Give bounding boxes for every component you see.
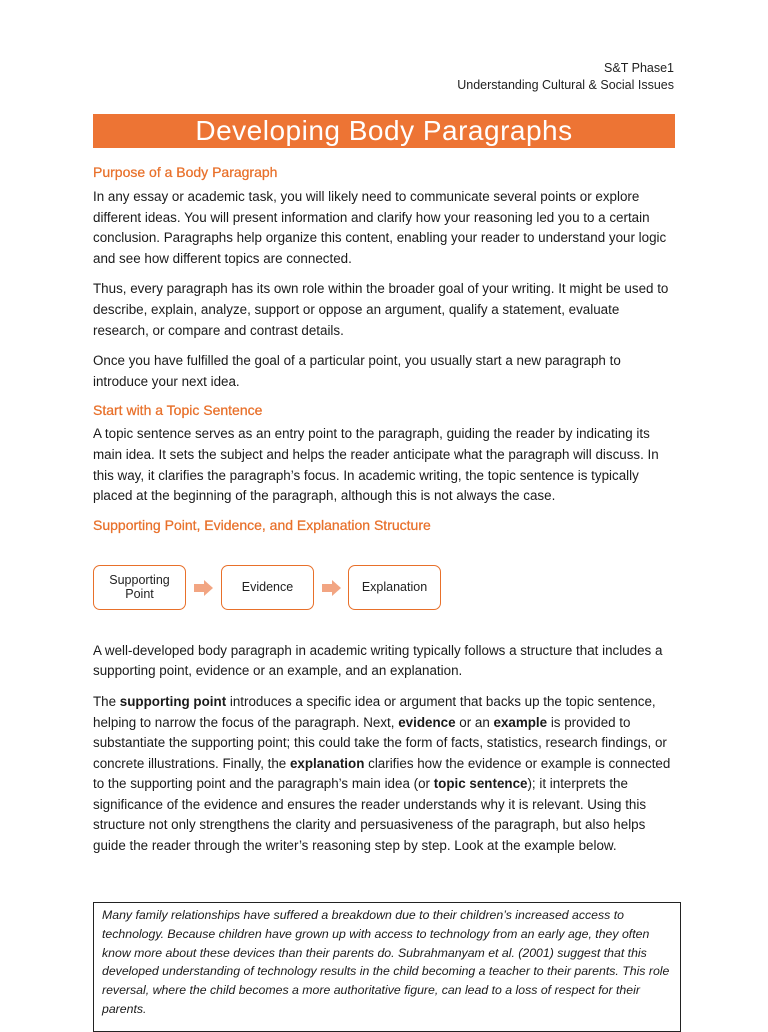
flow-box-explanation: Explanation — [348, 565, 441, 610]
heading-purpose: Purpose of a Body Paragraph — [93, 164, 278, 180]
main-content — [93, 160, 675, 857]
document-header — [457, 60, 674, 94]
term-topic-sentence: topic sentence — [433, 776, 528, 792]
paragraph-purpose-3: Once you have fulfilled the goal of a particular point, you usually start a new paragraph to introduce your next idea. — [93, 353, 621, 389]
flow-box-supporting-line2: Point — [125, 587, 154, 602]
paragraph-structure-1: A well-developed body paragraph in academic writing typically follows a structure that includes a supporting point, evidence or an example, and an explanation. — [93, 642, 663, 679]
paragraph-topic-1: A topic sentence serves as an entry point to the paragraph, guiding the reader by indicating its main idea. It sets the subject and helps the reader anticipate what the paragraph will discuss. In this way, it clarifies the paragraph’s focus. In academic writing, the topic sentence is typically placed at the beginning of the paragraph, although this is not always the case. — [93, 426, 659, 504]
term-example: example — [493, 714, 548, 730]
header-course: S&T Phase1 — [604, 61, 674, 75]
heading-topic-sentence: Start with a Topic Sentence — [93, 402, 263, 419]
structure-flow-diagram — [93, 537, 675, 641]
term-supporting-point: supporting point — [119, 693, 227, 709]
heading-structure: Supporting Point, Evidence, and Explanation Structure — [93, 516, 431, 533]
flow-box-supporting-point — [93, 565, 186, 610]
header-subtitle: Understanding Cultural & Social Issues — [457, 78, 674, 92]
flow-box-supporting-line1: Supporting — [109, 573, 170, 588]
paragraph-structure-2: The supporting point introduces a specific idea or argument that backs up the topic sentence, helping to narrow the focus of the paragraph. Next, evidence or an example is provided to substantiate the supporting point; this could take the form of facts, statistics, research findings, or concrete illustrations. Finally, the explanation clarifies how the evidence or example is connected to the supporting point and the paragraph’s main idea (or topic sentence); it interprets the significance of the evidence and ensures the reader understands why it is relevant. Using this structure not only strengthens the clarity and persuasiveness of the paragraph, but also helps guide the reader through the writer’s reasoning step by step. Look at the example below. — [93, 693, 671, 854]
page-title: Developing Body Paragraphs — [93, 114, 675, 148]
example-paragraph-box: Many family relationships have suffered a breakdown due to their children’s increased access to technology. Because children have grown up with access to technology from an early age, they often know more about these devices than their parents do. Subrahmanyam et al. (2001) suggest that this developed understanding of technology results in the child becoming a teacher to their parents. This role reversal, where the child becomes a more authoritative figure, can lead to a loss of respect for their parents. — [93, 902, 681, 1032]
paragraph-purpose-1: In any essay or academic task, you will likely need to communicate several points or explore different ideas. You will present information and clarify how your reasoning led you to a certain conclusion. Paragraphs help organize this content, enabling your reader to understand your logic and see how different topics are connected. — [93, 189, 667, 266]
paragraph-purpose-2: Thus, every paragraph has its own role within the broader goal of your writing. It might be used to describe, explain, analyze, support or oppose an argument, qualify a statement, evaluate research, or compare and contrast details. — [93, 281, 669, 338]
term-explanation: explanation — [289, 755, 365, 771]
flow-box-evidence: Evidence — [221, 565, 314, 610]
term-evidence: evidence — [398, 714, 456, 730]
